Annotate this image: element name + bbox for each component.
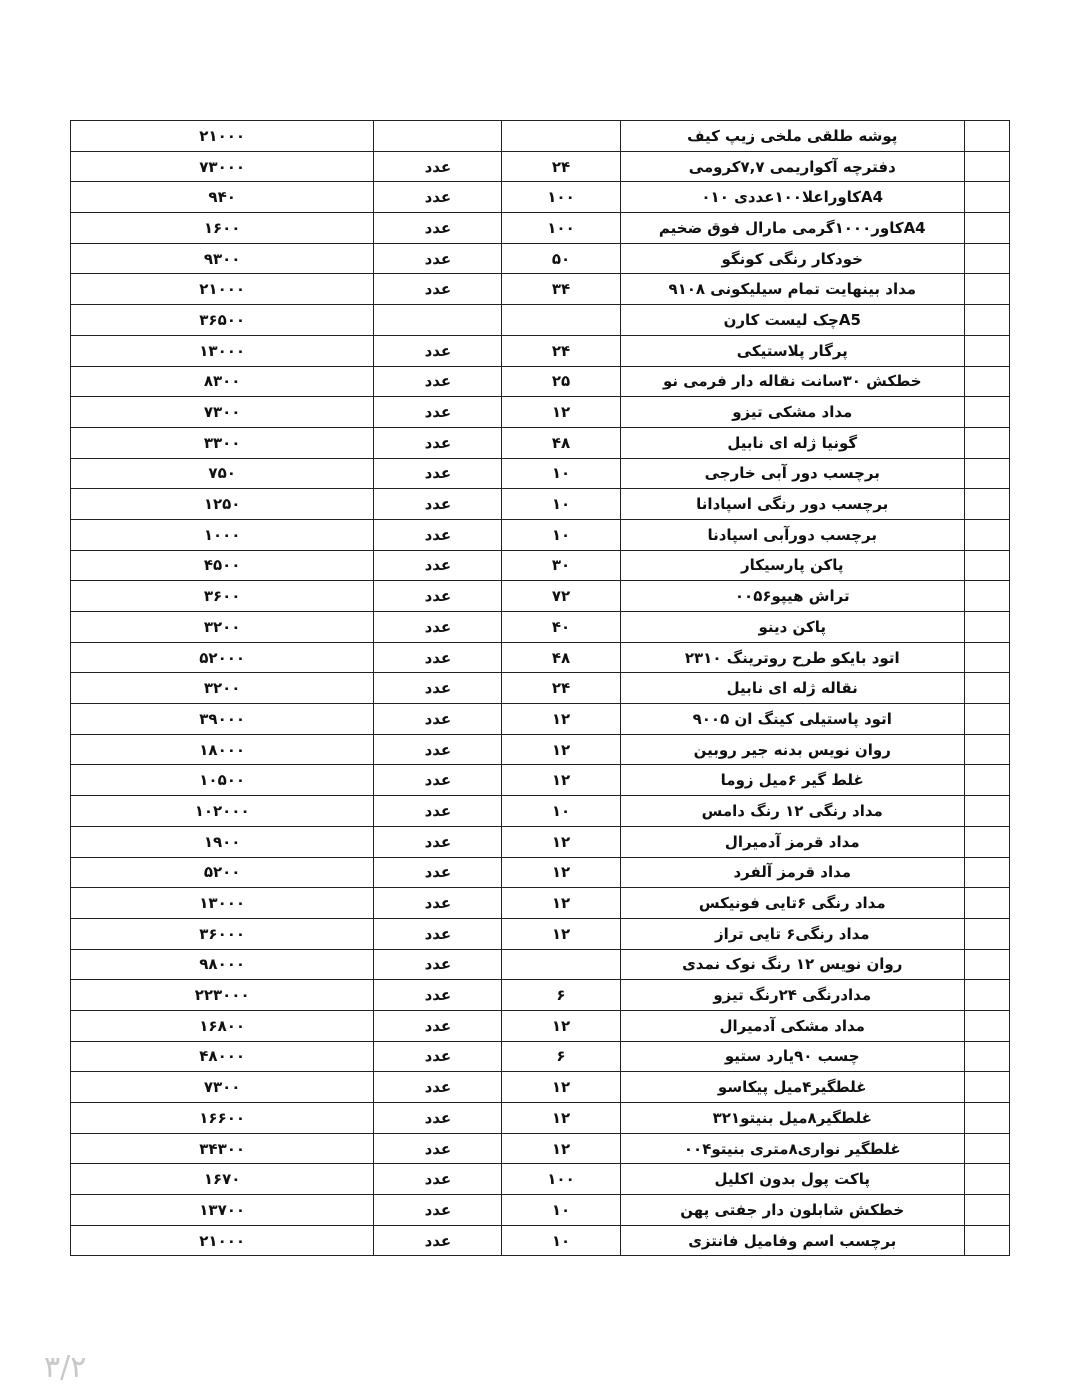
unit-cell: عدد (374, 1010, 502, 1041)
product-name-cell: مداد قرمز آدمیرال (620, 826, 964, 857)
unit-cell: عدد (374, 857, 502, 888)
price-cell: ۷۵۰ (71, 458, 374, 489)
unit-cell: عدد (374, 151, 502, 182)
row-number-cell (964, 305, 1009, 336)
table-row (71, 397, 1010, 428)
price-cell: ۱۳۷۰۰ (71, 1195, 374, 1226)
unit-cell: عدد (374, 335, 502, 366)
row-number-cell (964, 949, 1009, 980)
table-row (71, 305, 1010, 336)
price-cell: ۱۲۵۰ (71, 489, 374, 520)
price-cell: ۷۳۰۰ (71, 397, 374, 428)
price-cell: ۱۸۰۰۰ (71, 734, 374, 765)
row-number-cell (964, 550, 1009, 581)
row-number-cell (964, 1010, 1009, 1041)
unit-cell: عدد (374, 980, 502, 1011)
quantity-cell: ۱۲ (502, 397, 620, 428)
quantity-cell: ۶ (502, 1041, 620, 1072)
price-cell: ۳۲۰۰ (71, 673, 374, 704)
unit-cell: عدد (374, 888, 502, 919)
product-name-cell: مداد مشکی تیزو (620, 397, 964, 428)
price-cell: ۱۶۰۰ (71, 213, 374, 244)
price-cell: ۸۳۰۰ (71, 366, 374, 397)
quantity-cell: ۱۰ (502, 519, 620, 550)
row-number-cell (964, 151, 1009, 182)
row-number-cell (964, 673, 1009, 704)
quantity-cell: ۱۲ (502, 1072, 620, 1103)
unit-cell: عدد (374, 1133, 502, 1164)
table-row (71, 796, 1010, 827)
unit-cell: عدد (374, 1072, 502, 1103)
price-cell: ۷۳۰۰ (71, 1072, 374, 1103)
quantity-cell: ۱۰۰ (502, 213, 620, 244)
row-number-cell (964, 519, 1009, 550)
product-name-cell: پاکت پول بدون اکلیل (620, 1164, 964, 1195)
table-row (71, 765, 1010, 796)
product-name-cell: غلطگیر نواری۸متری بنیتو۰۰۴ (620, 1133, 964, 1164)
price-cell: ۳۲۰۰ (71, 612, 374, 643)
quantity-cell: ۱۲ (502, 1103, 620, 1134)
unit-cell: عدد (374, 182, 502, 213)
table-row (71, 1041, 1010, 1072)
quantity-cell: ۱۲ (502, 857, 620, 888)
quantity-cell: ۱۲ (502, 734, 620, 765)
quantity-cell: ۱۰۰ (502, 182, 620, 213)
quantity-cell: ۲۴ (502, 151, 620, 182)
price-cell: ۱۶۸۰۰ (71, 1010, 374, 1041)
row-number-cell (964, 489, 1009, 520)
table-row (71, 335, 1010, 366)
product-name-cell: غلطگیر۴میل پیکاسو (620, 1072, 964, 1103)
table-row (71, 1072, 1010, 1103)
row-number-cell (964, 121, 1009, 152)
table-row (71, 1164, 1010, 1195)
price-cell: ۳۶۰۰ (71, 581, 374, 612)
quantity-cell: ۱۲ (502, 1133, 620, 1164)
unit-cell (374, 121, 502, 152)
row-number-cell (964, 980, 1009, 1011)
row-number-cell (964, 857, 1009, 888)
unit-cell: عدد (374, 673, 502, 704)
table-row (71, 704, 1010, 735)
price-cell: ۱۰۵۰۰ (71, 765, 374, 796)
table-row (71, 1195, 1010, 1226)
price-cell: ۴۸۰۰۰ (71, 1041, 374, 1072)
price-cell: ۷۳۰۰۰ (71, 151, 374, 182)
unit-cell: عدد (374, 612, 502, 643)
unit-cell: عدد (374, 550, 502, 581)
product-name-cell: خطکش شابلون دار جفتی پهن (620, 1195, 964, 1226)
product-name-cell: روان نویس بدنه جیر روبین (620, 734, 964, 765)
price-cell: ۵۲۰۰۰ (71, 642, 374, 673)
quantity-cell: ۱۰ (502, 489, 620, 520)
price-cell: ۹۸۰۰۰ (71, 949, 374, 980)
price-cell: ۱۰۰۰ (71, 519, 374, 550)
product-name-cell: برچسب دور آبی خارجی (620, 458, 964, 489)
quantity-cell: ۱۲ (502, 704, 620, 735)
price-list-body (71, 121, 1010, 1256)
unit-cell: عدد (374, 734, 502, 765)
quantity-cell: ۴۸ (502, 642, 620, 673)
unit-cell: عدد (374, 765, 502, 796)
price-cell: ۴۵۰۰ (71, 550, 374, 581)
table-row (71, 1103, 1010, 1134)
row-number-cell (964, 182, 1009, 213)
quantity-cell: ۴۰ (502, 612, 620, 643)
product-name-cell: غلط گیر ۶میل زوما (620, 765, 964, 796)
product-name-cell: دفترچه آکواریمی ۷,۷کرومی (620, 151, 964, 182)
product-name-cell: پاکن دینو (620, 612, 964, 643)
quantity-cell: ۱۰۰ (502, 1164, 620, 1195)
product-name-cell: برچسب دور رنگی اسپادانا (620, 489, 964, 520)
price-cell: ۲۱۰۰۰ (71, 121, 374, 152)
row-number-cell (964, 642, 1009, 673)
product-name-cell: گونیا ژله ای نابیل (620, 427, 964, 458)
row-number-cell (964, 243, 1009, 274)
product-name-cell: نقاله ژله ای نابیل (620, 673, 964, 704)
product-name-cell: مداد بینهایت تمام سیلیکونی ۹۱۰۸ (620, 274, 964, 305)
row-number-cell (964, 1072, 1009, 1103)
quantity-cell: ۱۲ (502, 1010, 620, 1041)
product-name-cell: پاکن پارسیکار (620, 550, 964, 581)
table-row (71, 918, 1010, 949)
unit-cell: عدد (374, 1164, 502, 1195)
row-number-cell (964, 335, 1009, 366)
price-list-table (70, 120, 1010, 1256)
row-number-cell (964, 612, 1009, 643)
quantity-cell: ۳۰ (502, 550, 620, 581)
row-number-cell (964, 427, 1009, 458)
unit-cell: عدد (374, 213, 502, 244)
row-number-cell (964, 1225, 1009, 1256)
price-cell: ۱۳۰۰۰ (71, 888, 374, 919)
unit-cell: عدد (374, 1225, 502, 1256)
price-cell: ۳۹۰۰۰ (71, 704, 374, 735)
table-row (71, 1133, 1010, 1164)
table-row (71, 888, 1010, 919)
row-number-cell (964, 704, 1009, 735)
table-row (71, 550, 1010, 581)
table-row (71, 1225, 1010, 1256)
quantity-cell: ۱۰ (502, 1195, 620, 1226)
quantity-cell: ۲۴ (502, 673, 620, 704)
table-row (71, 213, 1010, 244)
quantity-cell: ۱۰ (502, 1225, 620, 1256)
row-number-cell (964, 888, 1009, 919)
price-cell: ۹۴۰ (71, 182, 374, 213)
table-row (71, 121, 1010, 152)
product-name-cell: برچسب دورآبی اسپادنا (620, 519, 964, 550)
product-name-cell: اتود بایکو طرح روترینگ ۲۳۱۰ (620, 642, 964, 673)
unit-cell: عدد (374, 427, 502, 458)
price-cell: ۹۳۰۰ (71, 243, 374, 274)
unit-cell: عدد (374, 1103, 502, 1134)
row-number-cell (964, 274, 1009, 305)
product-name-cell: اتود پاستیلی کینگ ان ۹۰۰۵ (620, 704, 964, 735)
unit-cell: عدد (374, 918, 502, 949)
product-name-cell: مداد رنگی ۱۲ رنگ دامس (620, 796, 964, 827)
unit-cell: عدد (374, 489, 502, 520)
row-number-cell (964, 826, 1009, 857)
row-number-cell (964, 1164, 1009, 1195)
table-row (71, 1010, 1010, 1041)
quantity-cell: ۱۰ (502, 458, 620, 489)
product-name-cell: مداد مشکی آدمیرال (620, 1010, 964, 1041)
quantity-cell: ۱۰ (502, 796, 620, 827)
product-name-cell: پوشه طلقی ملخی زیپ کیف (620, 121, 964, 152)
product-name-cell: تراش هیپو۰۰۵۶ (620, 581, 964, 612)
price-cell: ۱۶۶۰۰ (71, 1103, 374, 1134)
table-row (71, 458, 1010, 489)
table-row (71, 581, 1010, 612)
unit-cell: عدد (374, 642, 502, 673)
table-row (71, 519, 1010, 550)
row-number-cell (964, 1041, 1009, 1072)
page-number: ۳/۲ (44, 1350, 87, 1385)
price-cell: ۳۳۰۰ (71, 427, 374, 458)
product-name-cell: A4کاور۱۰۰۰گرمی مارال فوق ضخیم (620, 213, 964, 244)
unit-cell: عدد (374, 949, 502, 980)
product-name-cell: A4کاوراعلا۱۰۰عددی ۰۱۰ (620, 182, 964, 213)
unit-cell: عدد (374, 704, 502, 735)
table-row (71, 642, 1010, 673)
price-cell: ۲۱۰۰۰ (71, 274, 374, 305)
row-number-cell (964, 581, 1009, 612)
row-number-cell (964, 397, 1009, 428)
row-number-cell (964, 1133, 1009, 1164)
price-cell: ۱۳۰۰۰ (71, 335, 374, 366)
unit-cell: عدد (374, 581, 502, 612)
table-row (71, 826, 1010, 857)
price-cell: ۳۴۳۰۰ (71, 1133, 374, 1164)
row-number-cell (964, 1103, 1009, 1134)
table-row (71, 673, 1010, 704)
price-cell: ۱۰۲۰۰۰ (71, 796, 374, 827)
unit-cell (374, 305, 502, 336)
table-row (71, 366, 1010, 397)
row-number-cell (964, 1195, 1009, 1226)
unit-cell: عدد (374, 274, 502, 305)
table-row (71, 734, 1010, 765)
product-name-cell: پرگار پلاستیکی (620, 335, 964, 366)
row-number-cell (964, 734, 1009, 765)
row-number-cell (964, 918, 1009, 949)
table-row (71, 980, 1010, 1011)
row-number-cell (964, 796, 1009, 827)
row-number-cell (964, 765, 1009, 796)
product-name-cell: خودکار رنگی کونگو (620, 243, 964, 274)
table-row (71, 243, 1010, 274)
product-name-cell: غلطگیر۸میل بنیتو۳۲۱ (620, 1103, 964, 1134)
product-name-cell: چسب ۹۰یارد ستیو (620, 1041, 964, 1072)
product-name-cell: روان نویس ۱۲ رنگ نوک نمدی (620, 949, 964, 980)
price-cell: ۱۶۷۰ (71, 1164, 374, 1195)
quantity-cell (502, 305, 620, 336)
unit-cell: عدد (374, 519, 502, 550)
price-cell: ۱۹۰۰ (71, 826, 374, 857)
row-number-cell (964, 458, 1009, 489)
price-cell: ۵۲۰۰ (71, 857, 374, 888)
unit-cell: عدد (374, 458, 502, 489)
price-cell: ۳۶۰۰۰ (71, 918, 374, 949)
row-number-cell (964, 366, 1009, 397)
unit-cell: عدد (374, 826, 502, 857)
price-cell: ۳۶۵۰۰ (71, 305, 374, 336)
product-name-cell: برچسب اسم وفامیل فانتزی (620, 1225, 964, 1256)
quantity-cell: ۶ (502, 980, 620, 1011)
unit-cell: عدد (374, 1195, 502, 1226)
table-row (71, 151, 1010, 182)
product-name-cell: مداد رنگی ۶تایی فونیکس (620, 888, 964, 919)
product-name-cell: خطکش ۳۰سانت نقاله دار فرمی نو (620, 366, 964, 397)
unit-cell: عدد (374, 796, 502, 827)
unit-cell: عدد (374, 366, 502, 397)
quantity-cell: ۱۲ (502, 888, 620, 919)
unit-cell: عدد (374, 397, 502, 428)
quantity-cell: ۱۲ (502, 918, 620, 949)
quantity-cell: ۵۰ (502, 243, 620, 274)
unit-cell: عدد (374, 243, 502, 274)
quantity-cell: ۴۸ (502, 427, 620, 458)
quantity-cell (502, 949, 620, 980)
table-row (71, 612, 1010, 643)
quantity-cell: ۷۲ (502, 581, 620, 612)
quantity-cell: ۱۲ (502, 826, 620, 857)
table-row (71, 427, 1010, 458)
row-number-cell (964, 213, 1009, 244)
price-cell: ۲۱۰۰۰ (71, 1225, 374, 1256)
quantity-cell: ۳۴ (502, 274, 620, 305)
price-cell: ۲۲۳۰۰۰ (71, 980, 374, 1011)
quantity-cell (502, 121, 620, 152)
unit-cell: عدد (374, 1041, 502, 1072)
quantity-cell: ۱۲ (502, 765, 620, 796)
table-row (71, 949, 1010, 980)
table-row (71, 489, 1010, 520)
product-name-cell: A5چک لیست کارن (620, 305, 964, 336)
table-row (71, 857, 1010, 888)
quantity-cell: ۲۵ (502, 366, 620, 397)
product-name-cell: مدادرنگی ۲۴رنگ تیزو (620, 980, 964, 1011)
product-name-cell: مداد رنگی۶ تایی تراز (620, 918, 964, 949)
table-row (71, 182, 1010, 213)
quantity-cell: ۲۴ (502, 335, 620, 366)
table-row (71, 274, 1010, 305)
product-name-cell: مداد قرمز آلفرد (620, 857, 964, 888)
